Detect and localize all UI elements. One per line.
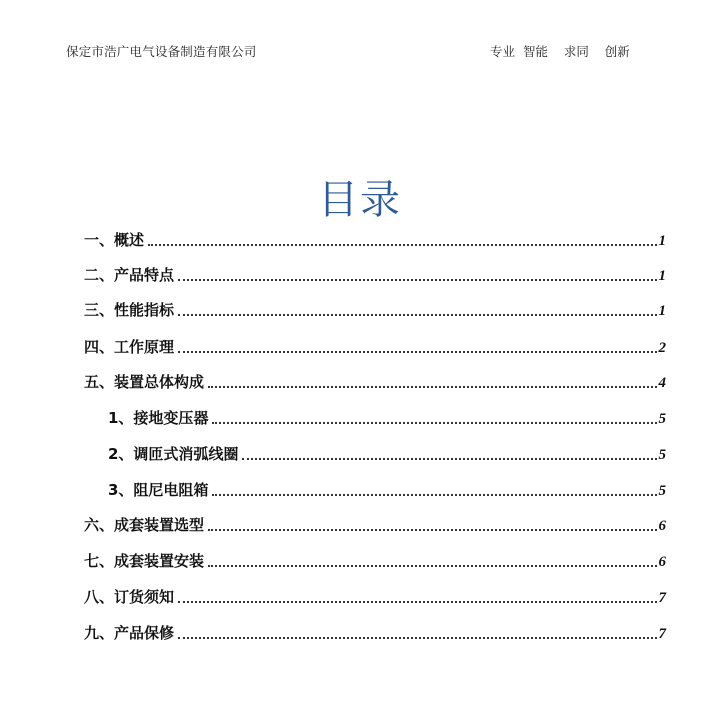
toc-page-number: 7 — [658, 626, 666, 642]
toc-page-number: 6 — [658, 554, 666, 570]
toc-entry-specs[interactable] — [84, 296, 666, 320]
toc-entry-label: 3、阻尼电阻箱 — [108, 481, 209, 499]
toc-entry-label: 六、成套装置选型 — [84, 516, 205, 534]
page-header — [0, 42, 720, 64]
toc-page-number: 2 — [658, 340, 666, 356]
toc-entry-selection[interactable] — [84, 511, 666, 535]
toc-leader-dots — [212, 422, 657, 424]
toc-entry-installation[interactable] — [84, 547, 666, 571]
toc-entry-label: 七、成套装置安装 — [84, 552, 205, 570]
company-slogan: 专业 智能 求同 创新 — [490, 44, 630, 59]
toc-entry-grounding-transformer[interactable] — [108, 404, 666, 428]
toc-page-number: 7 — [658, 590, 666, 606]
toc-entry-label: 九、产品保修 — [84, 624, 175, 642]
toc-leader-dots — [178, 351, 657, 353]
toc-leader-dots — [178, 637, 657, 639]
toc-entry-label: 三、性能指标 — [84, 301, 175, 319]
toc-leader-dots — [212, 494, 657, 496]
toc-leader-dots — [178, 314, 657, 316]
company-name: 保定市浩广电气设备制造有限公司 — [66, 44, 257, 59]
toc-page-number: 1 — [658, 233, 666, 249]
toc-leader-dots — [208, 386, 657, 388]
toc-entry-label: 二、产品特点 — [84, 266, 175, 284]
toc-entry-label: 2、调匝式消弧线圈 — [108, 445, 239, 463]
toc-page-number: 1 — [658, 303, 666, 319]
toc-page-number: 5 — [658, 447, 666, 463]
toc-entry-label: 八、订货须知 — [84, 588, 175, 606]
toc-page-number: 6 — [658, 518, 666, 534]
toc-entry-overview[interactable] — [84, 226, 666, 250]
toc-leader-dots — [148, 244, 657, 246]
toc-entry-warranty[interactable] — [84, 619, 666, 643]
toc-entry-composition[interactable] — [84, 368, 666, 392]
toc-page-number: 5 — [658, 411, 666, 427]
toc-leader-dots — [208, 565, 657, 567]
toc-entry-label: 五、装置总体构成 — [84, 373, 205, 391]
toc-entry-arc-coil[interactable] — [108, 440, 666, 464]
toc-entry-principle[interactable] — [84, 333, 666, 357]
toc-entry-label: 一、概述 — [84, 231, 145, 249]
page-title: 目录 — [318, 177, 402, 223]
toc-entry-label: 1、接地变压器 — [108, 409, 209, 427]
toc-page-number: 4 — [658, 375, 666, 391]
toc-leader-dots — [178, 601, 657, 603]
toc-leader-dots — [208, 529, 657, 531]
toc-leader-dots — [242, 458, 657, 460]
toc-entry-features[interactable] — [84, 261, 666, 285]
toc-entry-damping-resistor[interactable] — [108, 476, 666, 500]
toc-entry-ordering[interactable] — [84, 583, 666, 607]
toc-page-number: 1 — [658, 268, 666, 284]
toc-leader-dots — [178, 279, 657, 281]
toc-entry-label: 四、工作原理 — [84, 338, 175, 356]
toc-page-number: 5 — [658, 483, 666, 499]
